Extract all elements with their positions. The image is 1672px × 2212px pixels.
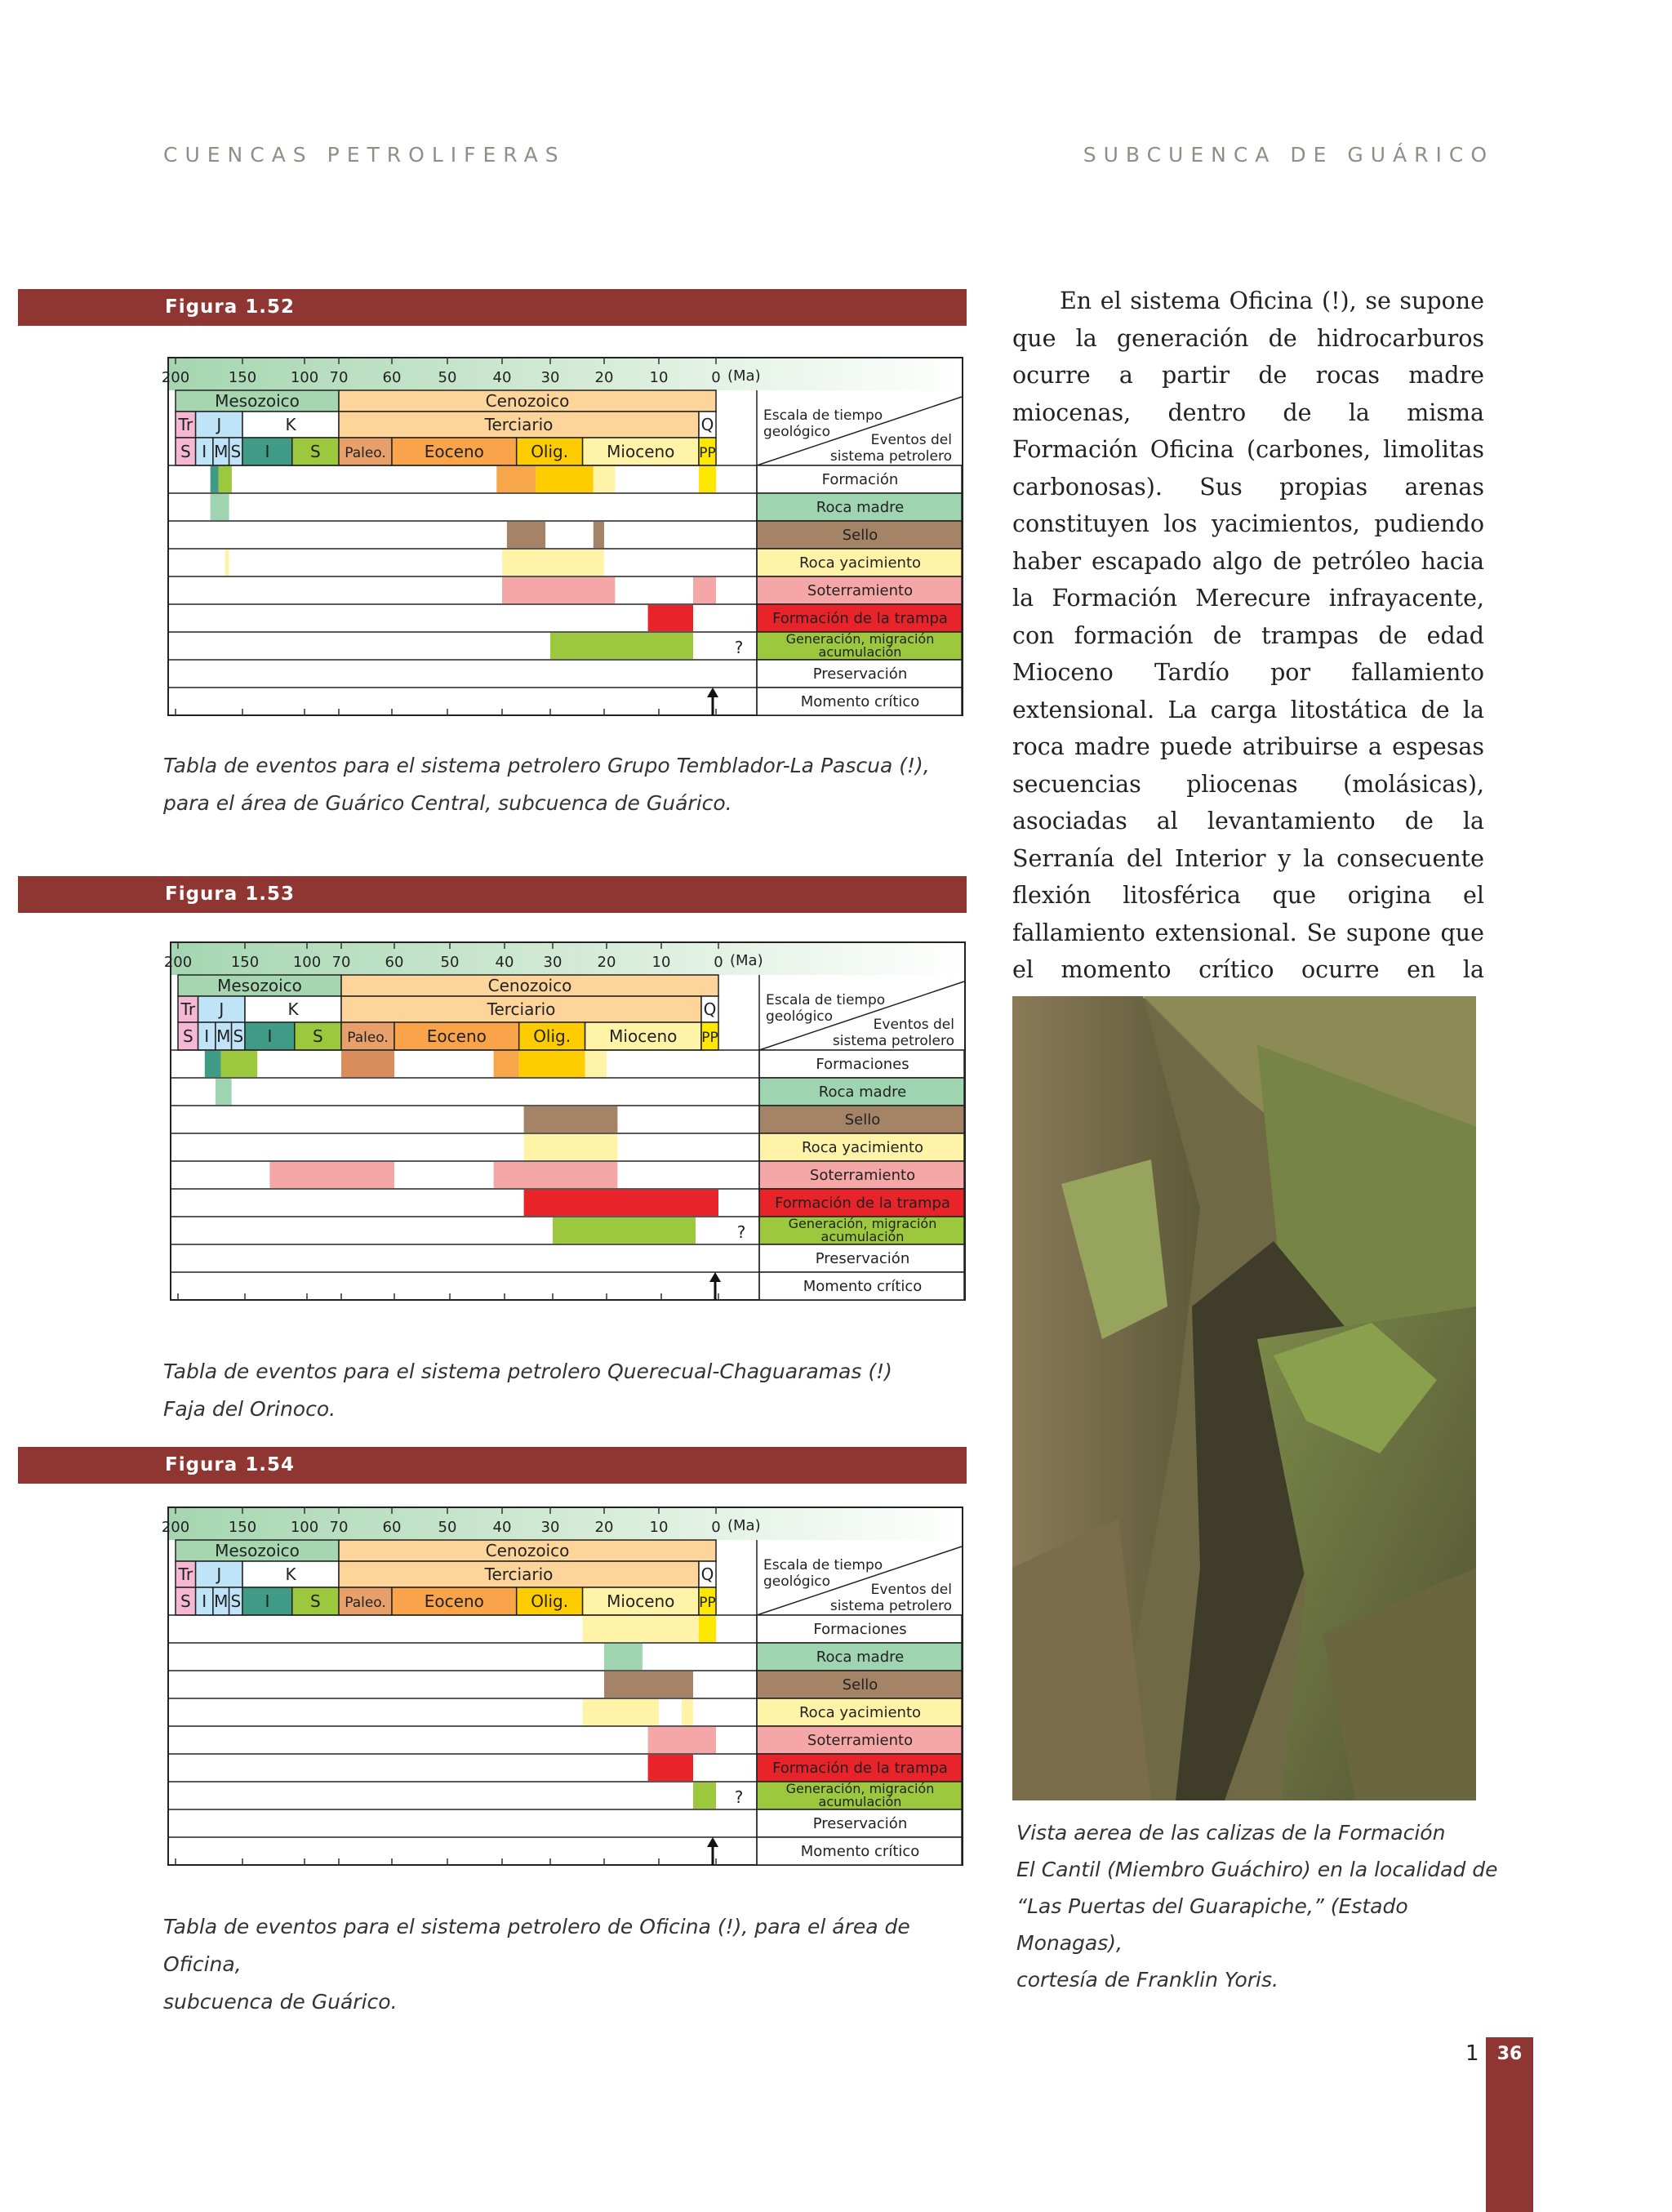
epoch-label: Mioceno — [609, 1026, 678, 1046]
event-bar — [225, 550, 229, 576]
epoch-label: I — [202, 442, 207, 461]
event-chart-1-53 — [163, 939, 966, 1311]
age-tick-label: 40 — [495, 954, 514, 971]
caption-line: Tabla de eventos para el sistema petrolero Grupo Temblador-La Pascua (!), — [163, 754, 930, 777]
event-row-label: Preservación — [812, 1815, 908, 1832]
figure-bar-1-52 — [18, 289, 967, 326]
running-header-right: SUBCUENCA DE GUÁRICO — [1083, 143, 1494, 167]
epoch-label: Eoceno — [424, 1591, 484, 1611]
figure-caption-1-54 — [163, 1908, 947, 2021]
age-tick-label: 70 — [329, 369, 349, 386]
event-bar — [553, 1217, 696, 1244]
event-bar — [604, 1671, 693, 1698]
caption-line: Faja del Orinoco. — [163, 1397, 336, 1421]
age-tick-label: 10 — [649, 1519, 669, 1536]
caption-line: subcuenca de Guárico. — [163, 1990, 398, 2014]
ma-unit-label: (Ma) — [727, 367, 761, 385]
event-bar — [496, 466, 536, 492]
epoch-label: S — [230, 442, 242, 461]
event-bar — [502, 577, 615, 603]
period-label: Tr — [178, 415, 193, 434]
age-tick-label: 150 — [228, 369, 257, 386]
period-label: Tr — [178, 1564, 193, 1584]
period-label: J — [216, 1564, 222, 1584]
event-bar — [583, 1699, 659, 1725]
period-label: K — [287, 999, 299, 1019]
running-header-left: CUENCAS PETROLIFERAS — [163, 143, 566, 167]
era-label: Cenozoico — [485, 1541, 570, 1560]
era-label: Cenozoico — [485, 391, 570, 411]
period-label: Q — [700, 415, 714, 434]
figure-caption-1-52 — [163, 747, 947, 822]
period-label: Terciario — [484, 1564, 554, 1584]
event-bar — [220, 1051, 257, 1077]
scale-label: Escala de tiempo — [763, 1557, 883, 1573]
epoch-label: I — [265, 442, 270, 461]
epoch-label: Mioceno — [607, 442, 675, 461]
age-tick-label: 50 — [438, 1519, 457, 1536]
epoch-label: Paleo. — [347, 1030, 389, 1046]
epoch-label: M — [216, 1026, 231, 1046]
epoch-label: M — [214, 442, 229, 461]
event-bar — [494, 1051, 519, 1077]
event-bar — [536, 466, 594, 492]
epoch-label: S — [310, 1591, 321, 1611]
age-tick-label: 60 — [382, 1519, 402, 1536]
event-row-label: Formaciones — [816, 1056, 909, 1073]
epoch-label: Olig. — [531, 442, 569, 461]
event-bar — [583, 1616, 699, 1642]
event-row-label: Formación de la trampa — [772, 1760, 948, 1777]
event-bar — [594, 522, 604, 548]
age-tick-label: 70 — [331, 954, 351, 971]
age-tick-label: 10 — [651, 954, 671, 971]
period-label: K — [285, 1564, 296, 1584]
page-tab — [1486, 2037, 1533, 2212]
age-tick-label: 0 — [711, 369, 721, 386]
event-row-label: Roca yacimiento — [798, 1704, 922, 1721]
events-label: Eventos del — [870, 1582, 952, 1598]
event-bar — [494, 1162, 618, 1188]
age-tick-label: 0 — [714, 954, 723, 971]
figure-bar-1-54 — [18, 1447, 967, 1484]
age-tick-label: 100 — [290, 369, 319, 386]
event-bar — [211, 494, 229, 520]
scale-label: Escala de tiempo — [763, 407, 883, 424]
event-row-label: Roca madre — [816, 1649, 905, 1666]
epoch-label: M — [214, 1591, 229, 1611]
age-tick-label: 150 — [228, 1519, 257, 1536]
event-bar — [585, 1051, 607, 1077]
event-row-label: Sello — [842, 1676, 878, 1693]
period-label: Terciario — [487, 999, 556, 1019]
scale-label: geológico — [763, 424, 831, 440]
event-chart-1-52 — [161, 354, 963, 726]
epoch-label: Paleo. — [345, 1595, 386, 1611]
landscape-photo — [1012, 996, 1476, 1800]
age-tick-label: 20 — [594, 1519, 614, 1536]
event-row-label: Roca yacimiento — [801, 1139, 924, 1156]
photo-caption — [1016, 1814, 1506, 1998]
event-row-label: Soterramiento — [809, 1167, 916, 1184]
event-bar — [507, 522, 545, 548]
epoch-label: S — [313, 1026, 323, 1046]
epoch-label: Eoceno — [426, 1026, 487, 1046]
age-tick-label: 20 — [597, 954, 616, 971]
event-bar — [524, 1134, 618, 1160]
figure-caption-1-53 — [163, 1353, 947, 1428]
age-tick-label: 60 — [385, 954, 404, 971]
period-label: J — [216, 415, 222, 434]
body-paragraph — [1012, 283, 1484, 1026]
epoch-label: S — [310, 442, 321, 461]
event-row-label: Generación, migración — [785, 1781, 935, 1796]
epoch-label: Mioceno — [607, 1591, 675, 1611]
period-label: Q — [700, 1564, 714, 1584]
age-tick-label: 70 — [329, 1519, 349, 1536]
epoch-label: S — [230, 1591, 242, 1611]
event-chart-1-54 — [161, 1504, 963, 1876]
period-label: Q — [703, 999, 717, 1019]
event-row-label: Roca madre — [818, 1084, 907, 1101]
event-row-label: Formación — [821, 471, 899, 488]
event-bar — [502, 550, 604, 576]
question-mark: ? — [734, 1787, 744, 1807]
age-tick-label: 40 — [492, 1519, 512, 1536]
event-row-label: Generación, migración — [788, 1216, 937, 1231]
event-row-label: Soterramiento — [807, 1732, 914, 1749]
scale-label: geológico — [763, 1573, 831, 1590]
event-row-label: Sello — [842, 527, 878, 544]
event-bar — [594, 466, 616, 492]
event-bar — [648, 1727, 716, 1753]
period-label: K — [285, 415, 296, 434]
event-bar — [699, 466, 716, 492]
event-row-label: acumulación — [818, 644, 902, 660]
caption-line: para el área de Guárico Central, subcuenca de Guárico. — [163, 791, 732, 815]
event-row-label: Preservación — [812, 665, 908, 683]
age-tick-label: 200 — [163, 954, 193, 971]
epoch-label: S — [233, 1026, 244, 1046]
age-band — [171, 943, 964, 975]
epoch-label: I — [204, 1026, 210, 1046]
events-label: sistema petrolero — [829, 1598, 952, 1614]
event-row-label: Formación de la trampa — [772, 610, 948, 627]
era-label: Mesozoico — [215, 391, 300, 411]
event-bar — [211, 466, 219, 492]
photo-caption-line: cortesía de Franklin Yoris. — [1016, 1968, 1278, 1992]
event-row-label: acumulación — [820, 1229, 905, 1244]
event-bar — [648, 1755, 693, 1781]
age-tick-label: 40 — [492, 369, 512, 386]
photo-illustration — [1012, 996, 1476, 1800]
photo-caption-line: El Cantil (Miembro Guáchiro) en la localidad de — [1016, 1858, 1498, 1881]
age-tick-label: 30 — [540, 1519, 560, 1536]
age-tick-label: 100 — [292, 954, 322, 971]
ma-unit-label: (Ma) — [730, 952, 763, 969]
age-band — [169, 1508, 962, 1540]
photo-caption-line: Vista aerea de las calizas de la Formación — [1016, 1821, 1446, 1845]
figure-bar-1-53 — [18, 876, 967, 913]
event-bar — [205, 1051, 221, 1077]
page-number: 36 — [1496, 2044, 1523, 2064]
question-mark: ? — [736, 1222, 746, 1242]
epoch-label: Olig. — [531, 1591, 569, 1611]
event-row-label: Preservación — [815, 1250, 910, 1267]
event-bar — [693, 577, 716, 603]
age-tick-label: 30 — [540, 369, 560, 386]
event-bar — [524, 1106, 618, 1133]
period-label: Tr — [180, 999, 196, 1019]
era-label: Mesozoico — [215, 1541, 300, 1560]
epoch-label: I — [202, 1591, 207, 1611]
events-label: Eventos del — [870, 432, 952, 448]
event-bar — [341, 1051, 394, 1077]
epoch-label: Olig. — [533, 1026, 571, 1046]
age-tick-label: 50 — [440, 954, 460, 971]
event-row-label: Generación, migración — [785, 631, 935, 647]
age-tick-label: 50 — [438, 369, 457, 386]
epoch-label: I — [267, 1026, 273, 1046]
scale-label: Escala de tiempo — [766, 992, 886, 1008]
age-tick-label: 150 — [230, 954, 260, 971]
figure-label: Figura 1.52 — [165, 296, 296, 318]
event-row-label: Roca madre — [816, 499, 905, 516]
event-bar — [693, 1783, 716, 1809]
ma-unit-label: (Ma) — [727, 1517, 761, 1534]
event-bar — [699, 1616, 716, 1642]
events-label: sistema petrolero — [829, 448, 952, 465]
body-text: En el sistema Oficina (!), se supone que la generación de hidrocarburos ocurre a partir de rocas madre miocenas, dentro de la misma Formación Oficina (carbones, limolitas carbonosas). Sus propias arenas constituyen los yacimientos, pudiendo haber escapado algo de petróleo hacia la Formación Merecure infrayacente, con formación de trampas de edad Mioceno Tardío por fallamiento extensional. La carga litostática de la roca madre puede atribuirse a espesas secuencias pliocenas (molásicas), asociadas al levantamiento de la Serranía del Interior y la consecuente flexión litosférica que origina el fallamiento extensional. Se supone que el momento crítico ocurre en la — [1012, 287, 1484, 983]
epoch-label: Paleo. — [345, 445, 386, 461]
epoch-label: PP — [699, 445, 716, 461]
event-bar — [524, 1190, 718, 1216]
age-tick-label: 20 — [594, 369, 614, 386]
event-bar — [218, 466, 231, 492]
events-label: Eventos del — [873, 1017, 954, 1033]
age-tick-label: 200 — [161, 369, 190, 386]
event-row-label: acumulación — [818, 1794, 902, 1809]
event-row-label: Formación de la trampa — [775, 1195, 950, 1212]
period-label: Terciario — [484, 415, 554, 434]
scale-label: geológico — [766, 1008, 834, 1025]
age-tick-label: 0 — [711, 1519, 721, 1536]
photo-caption-line: “Las Puertas del Guarapiche,” (Estado Monagas), — [1016, 1894, 1408, 1955]
event-row-label: Soterramiento — [807, 582, 914, 599]
era-label: Mesozoico — [217, 976, 302, 995]
event-row-label: Formaciones — [813, 1621, 907, 1638]
event-row-label: Momento crítico — [800, 693, 920, 710]
event-row-label: Roca yacimiento — [798, 554, 922, 572]
question-mark: ? — [734, 638, 744, 657]
epoch-label: PP — [699, 1595, 716, 1611]
chapter-number: 1 — [1465, 2041, 1479, 2066]
age-tick-label: 100 — [290, 1519, 319, 1536]
epoch-label: S — [180, 442, 191, 461]
epoch-label: S — [180, 1591, 191, 1611]
events-label: sistema petrolero — [832, 1033, 954, 1049]
event-bar — [550, 633, 693, 659]
age-band — [169, 358, 962, 390]
event-bar — [519, 1051, 585, 1077]
age-tick-label: 200 — [161, 1519, 190, 1536]
epoch-label: S — [182, 1026, 193, 1046]
event-bar — [648, 605, 693, 631]
era-label: Cenozoico — [487, 976, 572, 995]
age-tick-label: 60 — [382, 369, 402, 386]
caption-line: Tabla de eventos para el sistema petrolero de Oficina (!), para el área de Oficina, — [163, 1915, 910, 1976]
event-row-label: Momento crítico — [803, 1278, 923, 1295]
figure-label: Figura 1.54 — [165, 1454, 296, 1475]
event-bar — [604, 1644, 643, 1670]
event-row-label: Momento crítico — [800, 1843, 920, 1860]
period-label: J — [219, 999, 225, 1019]
event-bar — [216, 1079, 232, 1105]
figure-label: Figura 1.53 — [165, 883, 296, 905]
epoch-label: PP — [701, 1030, 718, 1046]
age-tick-label: 10 — [649, 369, 669, 386]
age-tick-label: 30 — [543, 954, 563, 971]
caption-line: Tabla de eventos para el sistema petrolero Querecual-Chaguaramas (!) — [163, 1360, 892, 1383]
event-bar — [269, 1162, 394, 1188]
event-row-label: Sello — [844, 1111, 881, 1128]
epoch-label: Eoceno — [424, 442, 484, 461]
event-bar — [682, 1699, 693, 1725]
epoch-label: I — [265, 1591, 270, 1611]
